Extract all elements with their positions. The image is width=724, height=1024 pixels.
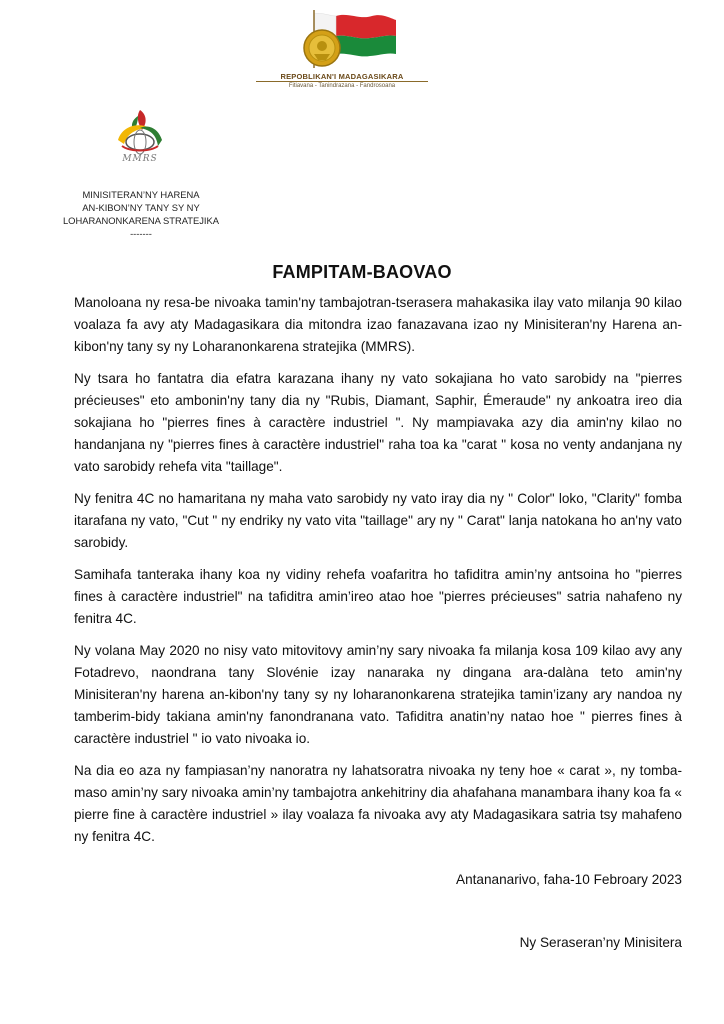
ministry-line: LOHARANONKARENA STRATEJIKA	[62, 215, 220, 226]
ministry-line: MINISITERAN’NY HARENA	[82, 189, 200, 200]
ministry-line: AN-KIBON’NY TANY SY NY	[82, 202, 200, 213]
body-paragraph: Na dia eo aza ny fampiasan’ny nanoratra ny lahatsoratra nivoaka ny teny hoe « carat », ny tomba-maso amin’ny sary nivoaka amin’ny tambajotra ankehitriny dia ahafahana manambara ihany koa fa « pierre fine à caractère industriel » ilay voalaza fa nivoaka avy aty Madagasikara satria tsy mahafeno ny fenitra 4C.	[74, 763, 682, 844]
republic-name: REPOBLIKAN'I MADAGASIKARA	[256, 72, 428, 82]
body-paragraph: Ny tsara ho fantatra dia efatra karazana ihany ny vato sokajiana ho vato sarobidy na "pierres précieuses" eto ambonin'ny tany dia ny "Rubis, Diamant, Saphir, Émeraude" ny ankoatra ireo dia sokajiana ho "pierres fines à caractère industriel ". Ny mampiavaka azy dia amin'ny kilao no handanjana ny "pierres fines à caractère industriel" raha toa ka "carat " kosa no venty andanjana ny vato sarobidy rehefa vita "taillage".	[74, 371, 682, 474]
republic-emblem	[256, 8, 428, 90]
body-paragraph: Ny volana May 2020 no nisy vato mitovitovy amin’ny sary nivoaka fa milanja kosa 109 kilao avy any Fotadrevo, naondrana tany Slovénie izay nanaraka ny dingana ara-dalàna teto amin'ny Minisiteran'ny harena an-kibon'ny tany sy ny loharanonkarena stratejika tamin’izany ary nandoa ny tamberim-bidy takiana amin'ny fanondranana vato. Tafiditra anatin’ny natao hoe " pierres fines à caractère industriel " io vato nivoaka io.	[74, 643, 682, 746]
body-paragraph: Samihafa tanteraka ihany koa ny vidiny rehefa voafaritra ho tafiditra amin’ny antsoina ho "pierres fines à caractère industriel" na tafiditra amin’ireo atao hoe "pierres précieuses" satria nahafeno ny fenitra 4C.	[74, 567, 682, 626]
date-line: Antananarivo, faha-10 Febroary 2023	[456, 872, 682, 887]
ministry-logo-text: MMRS	[122, 154, 158, 164]
document-body	[74, 292, 682, 858]
document-title: FAMPITAM-BAOVAO	[272, 262, 452, 282]
madagascar-flag-seal-icon	[286, 8, 398, 72]
ministry-separator: -------	[130, 228, 152, 239]
signature: Ny Seraseran’ny Minisitera	[519, 935, 682, 950]
body-paragraph: Manoloana ny resa-be nivoaka tamin'ny tambajotran-tserasera mahakasika ilay vato milanja 90 kilao voalaza fa avy aty Madagasikara dia mitondra izao fanazavana izao ny Minisiteran'ny Harena an-kibon'ny tany sy ny Loharanonkarena stratejika (MMRS).	[74, 295, 682, 354]
ministry-name	[40, 188, 242, 240]
ministry-logo	[108, 104, 172, 168]
republic-motto: Fitiavana - Tanindrazana - Fandrosoana	[288, 83, 396, 89]
body-paragraph: Ny fenitra 4C no hamaritana ny maha vato sarobidy ny vato iray dia ny " Color" loko, "Clarity" fomba itarafana ny vato, "Cut " ny endriky ny vato vita "taillage" ary ny " Carat" lanja natokana ho an'ny vato sarobidy.	[74, 491, 682, 550]
